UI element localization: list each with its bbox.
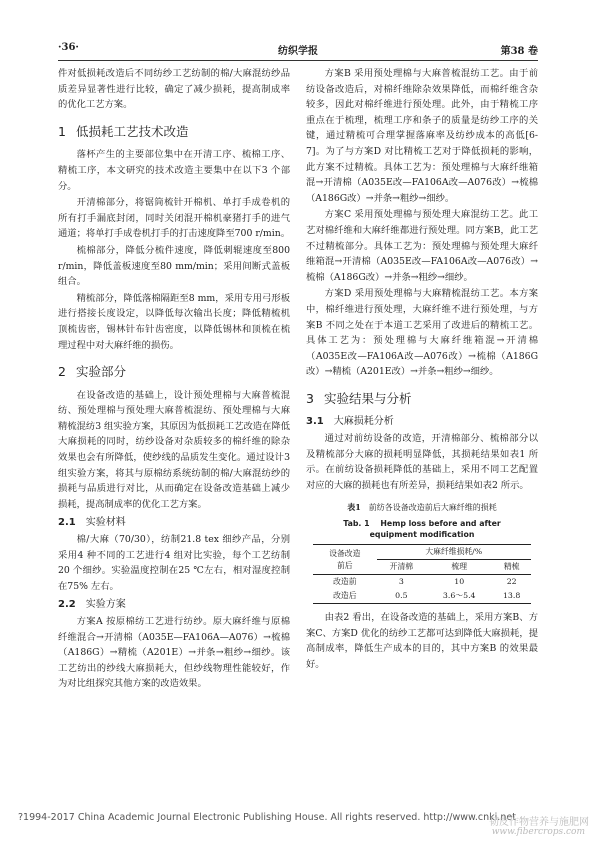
table-caption-en-line: Tab. 1 Hemp loss before and after xyxy=(343,519,501,529)
running-header xyxy=(58,42,538,58)
table-row xyxy=(313,575,531,590)
section-title: 实验部分 xyxy=(75,364,126,380)
table-caption xyxy=(306,500,538,516)
subsection-2-1-heading xyxy=(58,515,290,531)
table-header-cell: 开清棉 xyxy=(389,562,414,572)
section-number: 3 xyxy=(306,390,314,406)
header-text: 设备改造 xyxy=(329,548,361,558)
table-cell: 3 xyxy=(398,577,404,587)
table-caption-en-line: equipment modification xyxy=(369,530,475,540)
right-column xyxy=(306,66,538,673)
section-1-heading xyxy=(58,124,290,140)
paragraph: 方案B 采用预处理棉与大麻普梳混纺工艺。由于前纺设备改造后，对棉纤维除杂效果降低，而棉纤维含杂较多，因此对棉纤维进行预处理。此外，由于精梳工序重点在于梳理，梳理工序和条子的质量是纺纱工序的关键，通过精梳可合理掌握落麻率及纺纱成本的高低[6-7]。为了与方案D 对比精梳工艺对于降低损耗的影响，此方案不过精梳。具体工艺为：预处理棉与大麻纤维箱混→开清棉（A035E改—FA106A改—A076改）→梳棉（A186G改）→并条→粗纱→细纱。 xyxy=(306,68,538,204)
copyright-footer: ?1994-2017 China Academic Journal Electronic Publishing House. All rights reserved. http://www.cnki.net xyxy=(18,812,516,823)
table-row-label: 改造前 xyxy=(333,577,357,587)
journal-name: 纺织学报 xyxy=(278,46,318,57)
table-cell: 13.8 xyxy=(502,591,521,601)
table-group-header: 大麻纤维损耗/% xyxy=(377,545,531,560)
table-cell: 22 xyxy=(506,577,517,587)
paragraph: 棉/大麻（70/30），纺制21.8 tex 细纱产品，分别采用4 种不同的工艺进行4 组对比实验，每个工艺纺制20 个细纱。实验温度控制在25 ℃左右，相对湿度控制在75% 左右。 xyxy=(58,534,290,592)
paragraph: 在设备改造的基础上，设计预处理棉与大麻普梳混纺、预处理棉与预处理大麻普梳混纺、预处理棉与大麻精梳混纺3 组实验方案，其原因为低损耗工艺改造在降低大麻损耗的同时，纺纱设备对杂质较多的棉纤维的除杂效果也会有所降低，使纱线的品质发生变化。通过设计3 组实验方案，将其与原棉纺系统纺制的棉/大麻混纺纱的损耗与品质进行对比，从而确定在设备改造基础上减少损耗，提高制成率的优化工艺方案。 xyxy=(58,389,290,510)
section-number: 1 xyxy=(58,123,66,139)
paragraph: 方案C 采用预处理棉与预处理大麻混纺工艺。此工艺对棉纤维和大麻纤维都进行预处理。同方案B，此工艺不过精梳部分。具体工艺为：预处理棉与预处理大麻纤维箱混→开清棉（A035E改—FA106A改—A076改）→梳棉（A186G改）→并条→粗纱→细纱。 xyxy=(306,209,538,283)
subsection-title: 实验方案 xyxy=(85,599,126,611)
table-header-cell xyxy=(313,545,377,575)
table-number: 表1 xyxy=(347,502,361,513)
table-cell: 3.6～5.4 xyxy=(442,591,476,601)
subsection-title: 大麻损耗分析 xyxy=(333,416,394,428)
table-row-label: 改造后 xyxy=(333,591,357,601)
table-header-row xyxy=(313,545,531,560)
subsection-number: 2.2 xyxy=(58,599,76,611)
section-2-heading xyxy=(58,364,290,380)
table-header-cell: 精梳 xyxy=(503,562,520,572)
paragraph: 由表2 看出，在设备改造的基础上，采用方案B、方案C、方案D 优化的纺纱工艺都可达到降低大麻损耗，提高制成率，降低生产成本的目的，其中方案B 的效果最好。 xyxy=(306,612,538,670)
header-rule xyxy=(58,60,538,61)
intro-paragraph: 件对低损耗改造后不同纺纱工艺纺制的棉/大麻混纺纱品质差异显著性进行比较，确定了减少损耗，提高制成率的优化工艺方案。 xyxy=(58,68,290,111)
page-number: ·36· xyxy=(58,42,79,53)
table-cell: 0.5 xyxy=(395,591,408,601)
volume-label: 第38 卷 xyxy=(500,46,538,57)
section-title: 实验结果与分析 xyxy=(323,390,412,406)
subsection-number: 3.1 xyxy=(306,416,324,428)
paragraph: 开清棉部分，将锯筒梳针开棉机、单打手成卷机的所有打手漏底封闭，同时关闭混开棉机豪猪打手的进气通道；将单打手成卷机打手的打击速度降至700 r/min。 xyxy=(58,197,290,240)
table-title: 前纺各设备改造前后大麻纤维的损耗 xyxy=(368,503,497,513)
header-text: 前后 xyxy=(337,560,353,570)
paragraph: 方案D 采用预处理棉与大麻精梳混纺工艺。本方案中，棉纤维进行预处理，大麻纤维不进行预处理，与方案B 不同之处在于本道工艺采用了改进后的精梳工艺。具体工艺为：预处理棉与大麻纤维箱混→开清棉（A035E改—FA106A改—A076改）→梳棉（A186G改）→精梳（A201E改）→并条→粗纱→细纱。 xyxy=(306,288,538,378)
subsection-2-2-heading xyxy=(58,597,290,613)
paragraph: 方案A 按原棉纺工艺进行纺纱。原大麻纤维与原棉纤维混合→开清棉（A035E—FA106A—A076）→梳棉（A186G）→精梳（A201E）→并条→粗纱→细纱。该工艺纺出的纱线大麻损耗大，但纱线物理性能较好，作为对比组探究其他方案的改造效果。 xyxy=(58,616,290,690)
table-header-cell: 梳理 xyxy=(451,562,468,572)
table-row xyxy=(313,589,531,604)
table-caption-en xyxy=(306,518,538,540)
paragraph: 梳棉部分，降低分梳件速度，降低刺辊速度至800 r/min，降低盖板速度至80 mm/min；采用间断式盖板组合。 xyxy=(58,244,290,288)
paragraph: 落杯产生的主要部位集中在开清工序、梳棉工序、精梳工序，本文研究的技术改造主要集中在以下3 个部分。 xyxy=(58,149,290,192)
hemp-loss-table xyxy=(313,544,531,604)
section-3-heading xyxy=(306,391,538,407)
subsection-3-1-heading xyxy=(306,414,538,430)
table-cell: 10 xyxy=(454,577,465,587)
subsection-title: 实验材料 xyxy=(85,517,126,529)
section-title: 低损耗工艺技术改造 xyxy=(75,123,189,139)
watermark-url: www.fibercrops.com xyxy=(491,827,585,837)
section-number: 2 xyxy=(58,364,66,380)
paragraph: 通过对前纺设备的改造，开清棉部分、梳棉部分以及精梳部分大麻的损耗明显降低，其损耗结果如表1 所示。在前纺设备损耗降低的基础上，采用不同工艺配置对应的大麻的损耗也有所差异，损耗结果如表2 所示。 xyxy=(306,433,538,491)
paragraph: 精梳部分，降低落棉隔距至8 mm，采用专用弓形板进行搭接长度设定，以降低每次输出长度；降低精梳机顶梳齿密，锡林针布针齿密度，以降低锡林和顶梳在梳理过程中对大麻纤维的损伤。 xyxy=(58,292,290,351)
subsection-number: 2.1 xyxy=(58,517,76,529)
left-column xyxy=(58,66,290,693)
watermark-text: 韧皮作物营养与施肥网 xyxy=(489,817,589,828)
